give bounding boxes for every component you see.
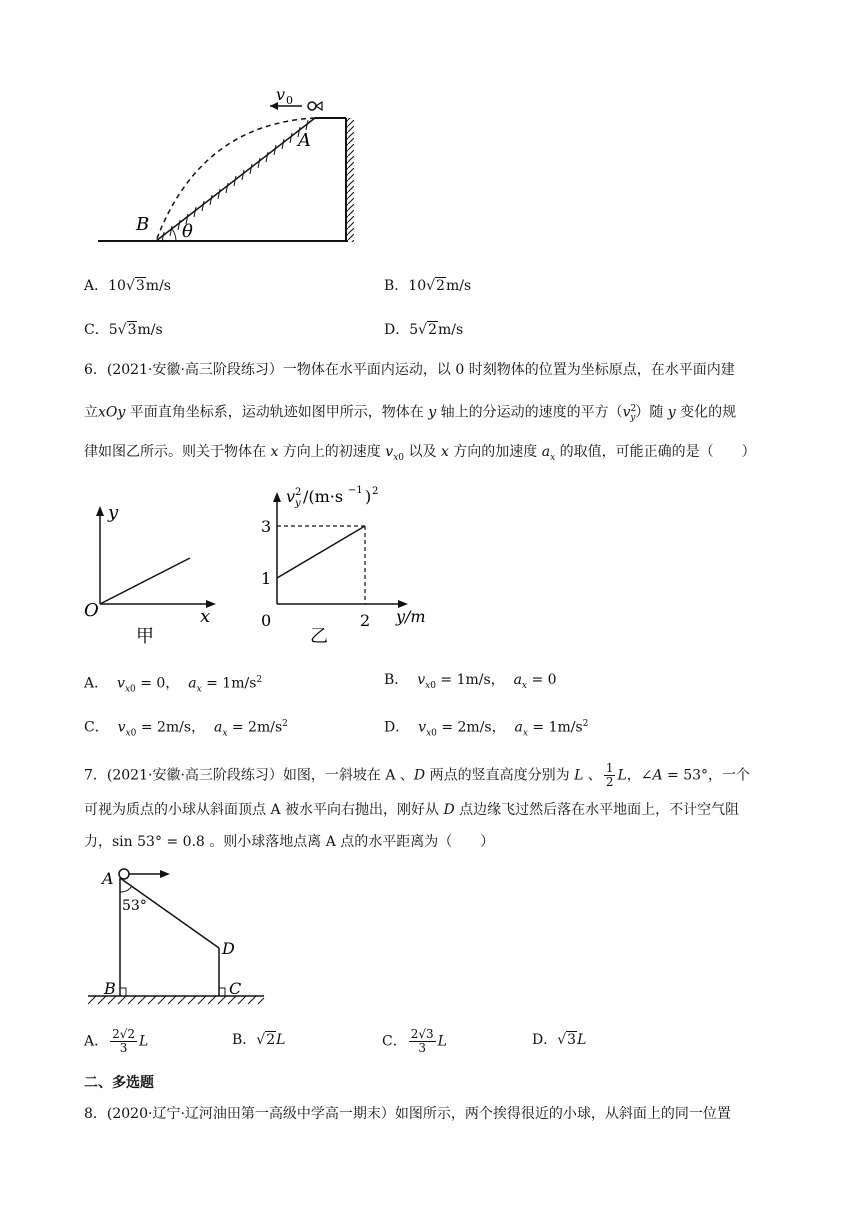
svg-text:y: y (295, 498, 301, 509)
q5-option-c[interactable]: C．5√3m/s (84, 322, 163, 338)
q5-point-a: A (298, 130, 311, 151)
svg-text:2: 2 (295, 487, 302, 498)
q5-option-d[interactable]: D．5√2m/s (384, 322, 464, 338)
q6-option-a[interactable]: A． $v_{x0} = 0$， $a_x = 1m/s^2$ (84, 675, 263, 695)
q6-jia-caption: 甲 (136, 626, 154, 647)
q7-point-d: D (222, 939, 235, 958)
q6-option-c[interactable]: C． $v_{x0} = 2m/s$， $a_x = 2m/s^2$ (84, 719, 288, 739)
q6-jia-x: x (200, 606, 211, 627)
q7-line-3: 力，sin 53° = 0.8 。则小球落地点离 A 点的水平距离为（ ） (84, 834, 495, 850)
q8-line-1: 8．(2020·辽宁·辽河油田第一高级中学高一期末）如图所示，两个挨得很近的小球，从斜面上的同一位置 (84, 1106, 731, 1122)
q6-yi-ytick-3: 3 (261, 517, 272, 536)
q6-option-b[interactable]: B． $v_{x0} = 1m/s$， $a_x = 0$ (384, 672, 557, 691)
q6-line-1: 6．(2021·安徽·高三阶段练习）一物体在水平面内运动，以 0 时刻物体的位置为坐标原点，在水平面内建 (84, 362, 735, 378)
q6-chart-yi (250, 480, 450, 650)
q7-figure (84, 858, 274, 1008)
q5-v0-sub: 0 (286, 94, 293, 107)
q6-yi-ylabel-exp: −1 (348, 485, 363, 496)
q6-figure-jia (80, 500, 230, 650)
q7-point-a: A (102, 869, 114, 888)
q7-point-c: C (229, 979, 242, 998)
q6-yi-xlabel: y/m (396, 607, 426, 626)
q7-point-b: B (104, 979, 116, 998)
q6-line-3: 律如图乙所示。则关于物体在 x 方向上的初速度 $v_{x0}$ 以及 x 方向的加速度 $a_x$ 的取值，可能正确的是（ ） (84, 444, 756, 463)
q5-option-a[interactable]: A．10√3m/s (84, 278, 171, 294)
q6-yi-xtick-2: 2 (360, 611, 371, 630)
q7-line-1: 7．(2021·安徽·高三阶段练习）如图，一斜坡在 A 、D 两点的竖直高度分别为 L 、 $\frac{1}{2}$ L，∠A = 53°，一个 (84, 761, 751, 789)
q6-option-d[interactable]: D． $v_{x0} = 2m/s$， $a_x = 1m/s^2$ (384, 719, 589, 739)
q7-option-a[interactable]: A． $\frac{2√2}{3}$ L (84, 1027, 149, 1055)
q6-yi-series-line (277, 526, 365, 578)
q7-option-d[interactable]: D．√3L (532, 1032, 587, 1048)
q6-yi-caption: 乙 (310, 626, 328, 647)
q5-v0-label: v (276, 85, 286, 104)
q5-figure (90, 84, 360, 254)
q7-option-c[interactable]: C． $\frac{2√3}{3}$ L (382, 1027, 447, 1055)
q6-jia-y: y (108, 502, 119, 523)
q6-yi-ylabel: /(m·s (303, 487, 344, 506)
q6-yi-ytick-1: 1 (261, 569, 272, 588)
q6-yi-ylabel-sq: 2 (372, 486, 379, 497)
q6-yi-xtick-0: 0 (261, 611, 272, 630)
q7-line-2: 可视为质点的小球从斜面顶点 A 被水平向右抛出，刚好从 D 点边缘飞过然后落在水平地面上，不计空气阻 (84, 802, 740, 818)
q5-theta: θ (182, 221, 193, 242)
svg-text:v: v (286, 487, 296, 506)
q7-option-b[interactable]: B．√2L (232, 1032, 286, 1048)
q6-jia-origin: O (84, 600, 99, 621)
q5-option-b[interactable]: B．10√2m/s (384, 278, 472, 294)
section-title-multi-choice: 二、多选题 (84, 1075, 154, 1091)
q7-angle-label: 53° (122, 898, 147, 914)
q5-point-b: B (136, 214, 150, 235)
q6-yi-ylabel-end: ) (365, 487, 372, 506)
q6-line-2: 立xOy 平面直角坐标系，运动轨迹如图甲所示，物体在 y 轴上的分运动的速度的平方$(v^2_y)$随 y 变化的规 (84, 404, 737, 424)
